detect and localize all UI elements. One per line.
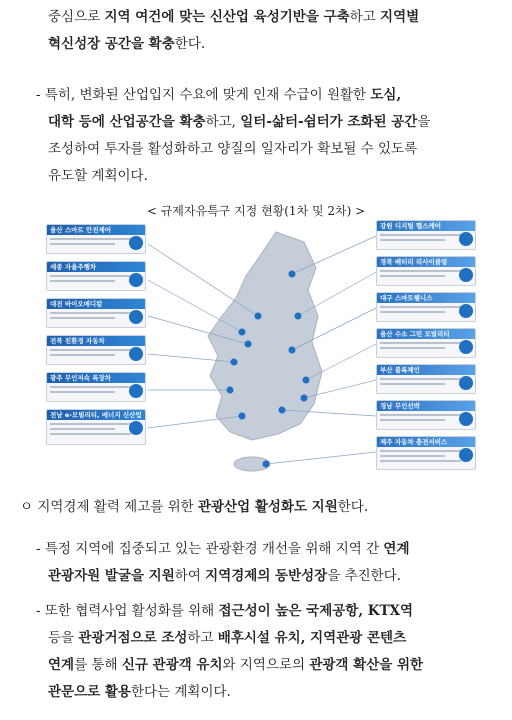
zone-icon bbox=[129, 347, 143, 361]
zone-panel-right-5 bbox=[376, 364, 476, 394]
zone-panel-left-1 bbox=[46, 224, 146, 254]
paragraph-2-line-4: 유도할 계획이다. bbox=[48, 168, 148, 184]
text-run: 한다. bbox=[174, 36, 206, 52]
paragraph-2-line-1 bbox=[0, 82, 512, 109]
paragraph-2 bbox=[0, 82, 512, 190]
bold-run: 신규 관광객 유치 bbox=[121, 657, 223, 673]
text-run: 를 통해 bbox=[74, 657, 122, 673]
zone-panel-title: 강원 디지털 헬스케어 bbox=[377, 221, 475, 231]
paragraph-1-line-2 bbox=[0, 31, 512, 58]
zone-icon bbox=[459, 340, 473, 354]
text-run: 을 bbox=[417, 114, 431, 130]
text-run: 등을 bbox=[48, 630, 79, 646]
zone-panel-title: 부산 블록체인 bbox=[377, 365, 475, 375]
bold-run: 지역경제의 동반성장 bbox=[205, 568, 328, 584]
paragraph-5-line-1 bbox=[0, 598, 512, 625]
paragraph-4 bbox=[0, 536, 512, 590]
bold-run: 접근성이 높은 국제공항, KTX역 bbox=[218, 603, 414, 619]
zone-panel-title: 대구 스마트웰니스 bbox=[377, 293, 475, 303]
zone-icon bbox=[459, 268, 473, 282]
zone-icon bbox=[459, 232, 473, 246]
zone-panel-title: 울산 스마트 안전제어 bbox=[47, 225, 145, 235]
bold-run: 일터-삶터-쉼터가 조화된 공간 bbox=[240, 114, 418, 130]
paragraph-2-line-3: 조성하여 투자를 활성화하고 양질의 일자리가 확보될 수 있도록 bbox=[48, 141, 418, 157]
paragraph-4-line-2 bbox=[0, 563, 512, 590]
zone-icon bbox=[459, 412, 473, 426]
zone-panel-right-7 bbox=[376, 436, 476, 470]
paragraph-3-line-1 bbox=[0, 494, 512, 521]
zone-panel-title: 울산 수소 그린 모빌리티 bbox=[377, 329, 475, 339]
text-run: - 특히, 변화된 산업입지 수요에 맞게 인재 수급이 원활한 bbox=[36, 87, 371, 103]
figure-caption: < 규제자유특구 지정 현황(1차 및 2차) > bbox=[146, 204, 366, 218]
bold-run: 관문으로 활용 bbox=[48, 684, 131, 700]
zone-panel-right-4 bbox=[376, 328, 476, 358]
zone-icon bbox=[129, 273, 143, 287]
bold-run: 관광객 확산을 위한 bbox=[309, 657, 424, 673]
zone-panel-title: 경북 배터리 리사이클링 bbox=[377, 257, 475, 267]
zone-panel-left-2 bbox=[46, 261, 146, 291]
zone-panel-title: 제주 자동차 충전서비스 bbox=[377, 437, 475, 447]
text-run: 하고, bbox=[205, 114, 241, 130]
special-zone-figure bbox=[46, 220, 478, 488]
text-run: - 특정 지역에 집중되고 있는 관광환경 개선을 위해 지역 간 bbox=[36, 541, 384, 557]
zone-panel-title: 전남 e-모빌리티, 에너지 신산업 bbox=[47, 410, 145, 420]
zone-panel-left-6 bbox=[46, 409, 146, 445]
zone-panel-right-6 bbox=[376, 400, 476, 430]
text-run: 중심으로 bbox=[48, 9, 105, 25]
zone-panel-right-2 bbox=[376, 256, 476, 286]
text-run: 한다는 계획이다. bbox=[130, 684, 231, 700]
zone-panel-title: 전북 친환경 자동차 bbox=[47, 336, 145, 346]
zone-icon bbox=[459, 304, 473, 318]
text-run: 을 추진한다. bbox=[327, 568, 402, 584]
bold-run: 배후시설 유치, 지역관광 콘텐츠 bbox=[217, 630, 407, 646]
text-run: ㅇ 지역경제 활력 제고를 위한 bbox=[20, 499, 198, 515]
zone-icon bbox=[129, 236, 143, 250]
zone-icon bbox=[459, 376, 473, 390]
zone-panel-title: 세종 자율주행차 bbox=[47, 262, 145, 272]
paragraph-2-line-2 bbox=[0, 109, 512, 136]
bold-run: 혁신성장 공간을 확충 bbox=[48, 36, 175, 52]
zone-panel-left-4 bbox=[46, 335, 146, 365]
paragraph-5-line-2 bbox=[0, 625, 512, 652]
zone-panel-title: 경남 무인선박 bbox=[377, 401, 475, 411]
bold-run: 지역 여건에 맞는 신산업 육성기반을 구축 bbox=[104, 9, 350, 25]
zone-panel-left-5 bbox=[46, 372, 146, 402]
text-run: 하고 bbox=[349, 9, 381, 25]
paragraph-1 bbox=[0, 4, 512, 58]
paragraph-3 bbox=[0, 494, 512, 521]
zone-panel-right-1 bbox=[376, 220, 476, 250]
bold-run: 지역별 bbox=[380, 9, 420, 25]
zone-icon bbox=[129, 310, 143, 324]
text-run: 한다. bbox=[337, 499, 369, 515]
korea-peninsula-shape bbox=[208, 232, 322, 440]
bold-run: 대학 등에 산업공간을 확충 bbox=[48, 114, 206, 130]
text-run: 와 지역으로의 bbox=[222, 657, 310, 673]
paragraph-1-line-1 bbox=[0, 4, 512, 31]
text-run: - 또한 협력사업 활성화를 위해 bbox=[36, 603, 219, 619]
bold-run: 연계 bbox=[383, 541, 410, 557]
bold-run: 관광자원 발굴을 지원 bbox=[48, 568, 175, 584]
text-run: 하고 bbox=[187, 630, 218, 646]
bold-run: 관광산업 활성화도 지원 bbox=[197, 499, 338, 515]
bold-run: 도심, bbox=[370, 87, 402, 103]
paragraph-4-line-1 bbox=[0, 536, 512, 563]
zone-icon bbox=[129, 421, 143, 435]
paragraph-5-line-3 bbox=[0, 652, 512, 679]
bold-run: 연계 bbox=[48, 657, 75, 673]
paragraph-5-line-4 bbox=[0, 679, 512, 706]
zone-panel-left-3 bbox=[46, 298, 146, 328]
zone-panel-title: 광주 무인저속 특장차 bbox=[47, 373, 145, 383]
zone-icon bbox=[459, 448, 473, 462]
zone-icon bbox=[129, 384, 143, 398]
zone-panel-right-3 bbox=[376, 292, 476, 322]
text-run: 하여 bbox=[174, 568, 206, 584]
paragraph-5 bbox=[0, 598, 512, 706]
zone-panel-title: 대전 바이오메디칼 bbox=[47, 299, 145, 309]
bold-run: 관광거점으로 조성 bbox=[78, 630, 188, 646]
